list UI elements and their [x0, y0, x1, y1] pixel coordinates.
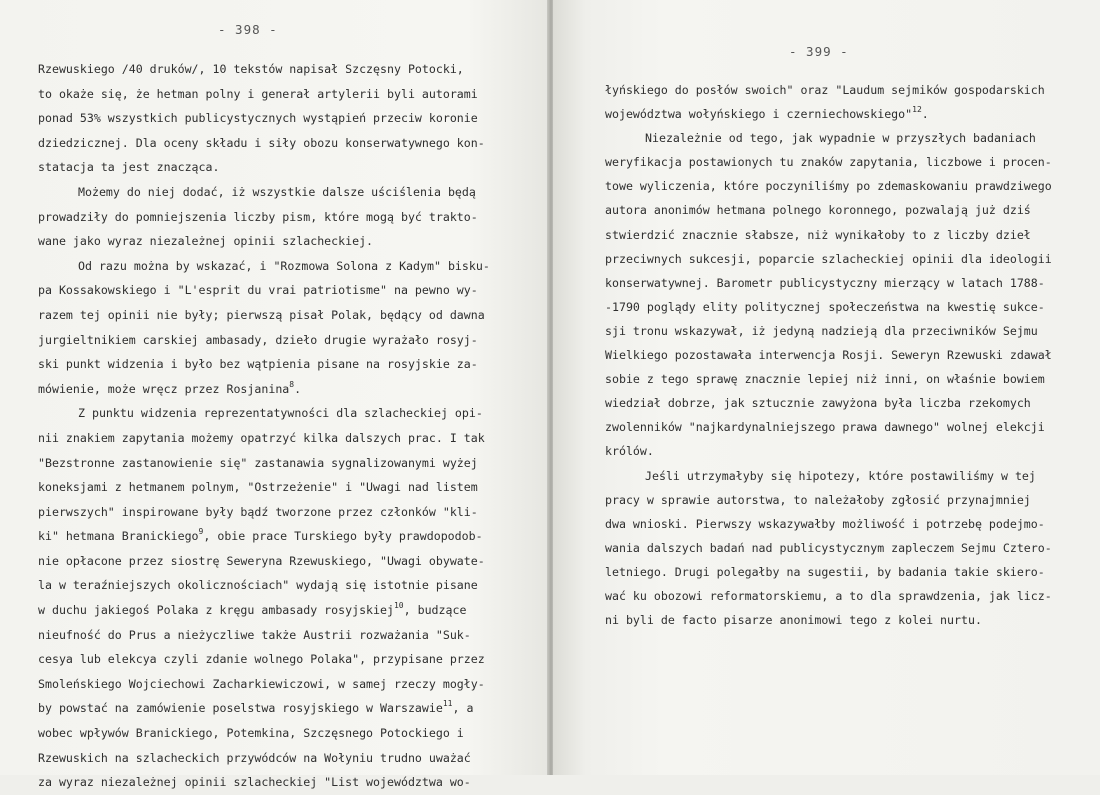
- text-line: [38, 401, 490, 426]
- text-line: [38, 303, 490, 328]
- line-text: ki" hetmana Branickiego: [38, 529, 199, 544]
- line-text: "Bezstronne zastanowienie się" zastanawia sygnalizowanymi wyżej: [38, 455, 478, 470]
- line-text: wania dalszych badań nad publicystycznym zapleczem Sejmu Cztero-: [605, 540, 1052, 555]
- line-text: Niezależnie od tego, jak wypadnie w przyszłych badaniach: [645, 131, 1036, 146]
- text-line: [605, 126, 1052, 150]
- line-text: pa Kossakowskiego i "L'esprit du vrai patriotisme" na pewno wy-: [38, 283, 478, 298]
- text-line: [38, 106, 490, 131]
- line-text: pracy w sprawie autorstwa, to należałoby zgłosić przynajmniej: [605, 492, 1031, 507]
- line-text: nieufność do Prus a nieżyczliwe także Austrii rozważania "Suk-: [38, 627, 471, 642]
- text-line: [38, 352, 490, 377]
- text-line: [605, 464, 1052, 488]
- text-line: [38, 623, 490, 648]
- line-text: autora anonimów hetmana polnego koronnego, pozwalają już dziś: [605, 203, 1031, 218]
- text-line: [38, 475, 490, 500]
- line-text: stwierdzić znacznie słabsze, niż wynikałoby to z liczby dzieł: [605, 227, 1031, 242]
- line-text: to okaże się, że hetman polny i generał artylerii byli autorami: [38, 86, 478, 101]
- line-text: dwa wnioski. Pierwszy wskazywałby możliwość i potrzebę podejmo-: [605, 516, 1045, 531]
- line-text: cesya lub elekcya czyli zdanie wolnego Polaka", przypisane przez: [38, 652, 485, 667]
- line-text: Wielkiego pozostawała interwencja Rosji. Seweryn Rzewuski zdawał: [605, 348, 1052, 363]
- line-text-continued: , obie prace Turskiego były prawdopodob-: [203, 529, 483, 544]
- text-line: [605, 319, 1052, 343]
- line-text: by powstać na zamówienie poselstwa rosyjskiego w Warszawie: [38, 701, 443, 716]
- line-text: województwa wołyńskiego i czerniechowskiego": [605, 107, 913, 122]
- text-line: [605, 223, 1052, 247]
- line-text: dziedzicznej. Dla oceny składu i siły obozu konserwatywnego kon-: [38, 135, 485, 150]
- text-line: [38, 205, 490, 230]
- text-line: [605, 271, 1052, 295]
- text-line: [605, 560, 1052, 584]
- line-text: wane jako wyraz niezależnej opinii szlacheckiej.: [38, 234, 374, 249]
- line-text: konserwatywnej. Barometr publicystyczny mierzący w latach 1788-: [605, 275, 1045, 290]
- page-body-text: [605, 78, 1052, 632]
- text-line: [605, 367, 1052, 391]
- text-line: [38, 155, 490, 180]
- footnote-ref: 11: [442, 699, 453, 709]
- text-line: [605, 198, 1052, 222]
- text-line: [605, 391, 1052, 415]
- text-line: [38, 647, 490, 672]
- text-line: [38, 180, 490, 205]
- text-line: [38, 746, 490, 771]
- text-line: [38, 672, 490, 697]
- text-line: [605, 415, 1052, 439]
- line-text: zwolenników "najkardynalniejszego prawa dawnego" wolnej elekcji: [605, 420, 1045, 435]
- page-body-text: [38, 57, 490, 795]
- line-text: Smoleńskiego Wojciechowi Zacharkiewiczowi, w samej rzeczy mogły-: [38, 676, 485, 691]
- footnote-ref: 10: [393, 601, 404, 611]
- line-text: w duchu jakiegoś Polaka z kręgu ambasady rosyjskiej: [38, 603, 394, 618]
- line-text-continued: .: [921, 107, 929, 122]
- footnote-ref: 8: [289, 379, 295, 389]
- line-text: Z punktu widzenia reprezentatywności dla szlacheckiej opi-: [78, 406, 483, 421]
- text-line: [38, 573, 490, 598]
- text-line: [605, 150, 1052, 174]
- line-text: sji tronu wskazywał, iż jedyną nadzieją dla przeciwników Sejmu: [605, 323, 1038, 338]
- text-line: [38, 598, 490, 623]
- text-line: [605, 439, 1052, 463]
- line-text-continued: .: [294, 381, 302, 396]
- line-text: Jeśli utrzymałyby się hipotezy, które postawiliśmy w tej: [645, 468, 1036, 483]
- text-line: [38, 131, 490, 156]
- text-line: [38, 500, 490, 525]
- line-text: statacja ta jest znacząca.: [38, 160, 220, 175]
- text-line: [38, 524, 490, 549]
- text-line: [38, 229, 490, 254]
- text-line: [605, 78, 1052, 102]
- text-line: [38, 278, 490, 303]
- page-number: - 398 -: [218, 22, 278, 37]
- line-text: jurgieltnikiem carskiej ambasady, dzieło drugie wyrażało rosyj-: [38, 332, 478, 347]
- line-text: letniego. Drugi polegałby na sugestii, by badania takie skiero-: [605, 564, 1045, 579]
- text-line: [605, 295, 1052, 319]
- text-line: [605, 584, 1052, 608]
- line-text: ski punkt widzenia i było bez wątpienia pisane na rosyjskie za-: [38, 357, 478, 372]
- text-line: [38, 377, 490, 402]
- line-text-continued: , budzące: [403, 603, 467, 618]
- text-line: [38, 549, 490, 574]
- line-text: łyńskiego do posłów swoich" oraz "Laudum sejmików gospodarskich: [605, 83, 1045, 97]
- line-text: nii znakiem zapytania możemy opatrzyć kilka dalszych prac. I tak: [38, 430, 485, 445]
- line-text: towe wyliczenia, które poczyniliśmy po zdemaskowaniu prawdziwego: [605, 179, 1052, 194]
- line-text: przeciwnych sukcesji, poparcie szlacheckiej opinii dla ideologii: [605, 251, 1052, 266]
- left-page: [0, 0, 549, 790]
- line-text: la w teraźniejszych okolicznościach" wydają się istotnie pisane: [38, 578, 478, 593]
- line-text: nie opłacone przez siostrę Seweryna Rzewuskiego, "Uwagi obywate-: [38, 553, 485, 568]
- footnote-ref: 12: [912, 105, 922, 115]
- text-line: [38, 82, 490, 107]
- text-line: [605, 102, 1052, 126]
- text-line: [605, 608, 1052, 632]
- line-text: Rzewuskiego /40 druków/, 10 tekstów napisał Szczęsny Potocki,: [38, 62, 464, 76]
- line-text: wiedział dobrze, jak sztucznie zawyżona była liczba rzekomych: [605, 396, 1031, 411]
- line-text: -1790 poglądy elity politycznej społeczeństwa na kwestię sukce-: [605, 299, 1045, 314]
- line-text: królów.: [605, 444, 654, 459]
- line-text: Rzewuskich na szlacheckich przywódców na Wołyniu trudno uważać: [38, 750, 471, 765]
- text-line: [38, 721, 490, 746]
- line-text: prowadziły do pomniejszenia liczby pism, które mogą być trakto-: [38, 209, 478, 224]
- line-text: wobec wpływów Branickiego, Potemkina, Szczęsnego Potockiego i: [38, 726, 464, 741]
- text-line: [38, 696, 490, 721]
- line-text: sobie z tego sprawę znacznie lepiej niż inni, on właśnie bowiem: [605, 372, 1045, 387]
- text-line: [605, 174, 1052, 198]
- line-text: wać ku obozowi reformatorskiemu, a to dla sprawdzenia, jak licz-: [605, 588, 1052, 603]
- line-text: razem tej opinii nie były; pierwszą pisał Polak, będący od dawna: [38, 307, 485, 322]
- text-line: [38, 451, 490, 476]
- text-line: [38, 328, 490, 353]
- text-line: [605, 536, 1052, 560]
- text-line: [38, 770, 490, 795]
- text-line: [605, 247, 1052, 271]
- line-text: mówienie, może wręcz przez Rosjanina: [38, 381, 290, 396]
- text-line: [605, 343, 1052, 367]
- line-text: koneksjami z hetmanem polnym, "Ostrzeżenie" i "Uwagi nad listem: [38, 480, 478, 495]
- line-text: Od razu można by wskazać, i "Rozmowa Solona z Kadym" bisku-: [78, 258, 490, 273]
- right-page: [553, 0, 1100, 775]
- text-line: [38, 57, 490, 82]
- line-text: ponad 53% wszystkich publicystycznych wystąpień przeciw koronie: [38, 111, 478, 126]
- text-line: [605, 512, 1052, 536]
- line-text: za wyraz niezależnej opinii szlacheckiej "List województwa wo-: [38, 775, 471, 790]
- line-text: pierwszych" inspirowane były bądź tworzone przez członków "kli-: [38, 504, 478, 519]
- text-line: [605, 488, 1052, 512]
- line-text: weryfikacja postawionych tu znaków zapytania, liczbowe i procen-: [605, 155, 1052, 170]
- text-line: [38, 426, 490, 451]
- footnote-ref: 9: [198, 527, 204, 537]
- line-text: ni byli de facto pisarze anonimowi tego z kolei nurtu.: [605, 613, 982, 628]
- line-text-continued: , a: [452, 701, 474, 716]
- text-line: [38, 254, 490, 279]
- line-text: Możemy do niej dodać, iż wszystkie dalsze uściślenia będą: [78, 184, 476, 199]
- page-number: - 399 -: [789, 44, 849, 59]
